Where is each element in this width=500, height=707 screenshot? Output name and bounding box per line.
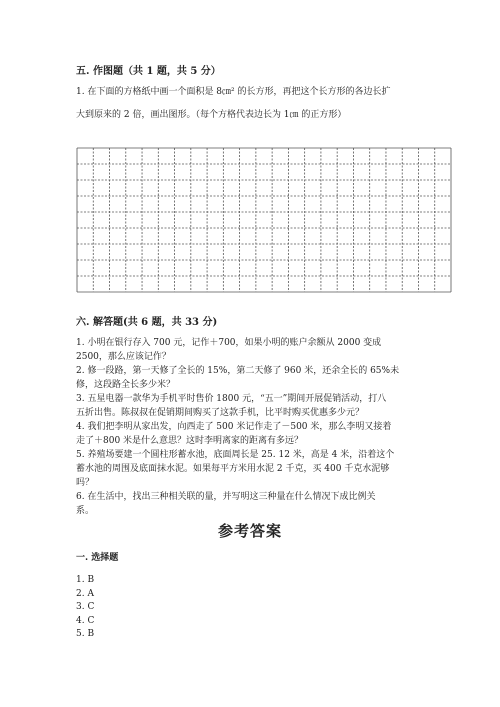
question-line: 5. 养殖场要建一个圆柱形蓄水池，底面周长是 25. 12 米，高是 4 米，沿着这个 [76, 450, 395, 460]
question-line: 6. 在生活中，找出三种相关联的量，并写明这三种量在什么情况下成比例关 [76, 492, 376, 502]
question-line: 3. 五星电器一款华为手机平时售价 1800 元，“五一”期间开展促销活动，打八 [76, 394, 387, 404]
answer-list [76, 574, 94, 642]
question-line: 4. 我们把李明从家出发，向西走了 500 米记作走了－500 米，那么李明又接着 [76, 422, 392, 432]
answers-section-heading: 一. 选择题 [76, 553, 119, 563]
section-5-heading: 五. 作图题（共 1 题，共 5 分） [76, 66, 221, 77]
answers-title: 参考答案 [218, 522, 283, 540]
question-line: 吗？ [76, 478, 95, 488]
question-line: 1. 小明在银行存入 700 元，记作＋700，如果小明的账户余额从 2000 变成 [76, 338, 382, 348]
answer-item: 5. B [76, 629, 95, 640]
question-1-line-2: 大到原来的 2 倍，画出图形。（每个方格代表边长为 1㎝ 的正方形） [76, 110, 347, 120]
section-6-heading: 六. 解答题(共 6 题，共 33 分) [76, 317, 218, 328]
question-line: 2500，那么应该记作？ [76, 352, 171, 362]
question-line: 蓄水池的周围及底面抹水泥。如果每平方米用水泥 2 千克，买 400 千克水泥够 [76, 464, 390, 474]
answer-item: 1. B [76, 575, 95, 585]
grid-paper [76, 147, 452, 293]
question-line: 走了＋800 米是什么意思？这时李明离家的距离有多远？ [76, 436, 304, 446]
question-line: 五折出售。陈叔叔在促销期间购买了这款手机，比平时购买优惠多少元？ [76, 408, 365, 418]
answer-item: 3. C [76, 602, 95, 613]
question-line: 修，这段路全长多少米？ [76, 380, 176, 390]
question-line: 2. 修一段路，第一天修了全长的 15%，第二天修了 960 米，还余全长的 65%未 [76, 366, 400, 376]
answer-item: 2. A [76, 588, 94, 599]
question-line: 系。 [76, 506, 95, 516]
section-6-questions [76, 336, 436, 518]
answer-item: 4. C [76, 615, 95, 626]
question-1-line-1: 1. 在下面的方格纸中画一个面积是 8㎝² 的长方形，再把这个长方形的各边长扩 [76, 87, 391, 97]
